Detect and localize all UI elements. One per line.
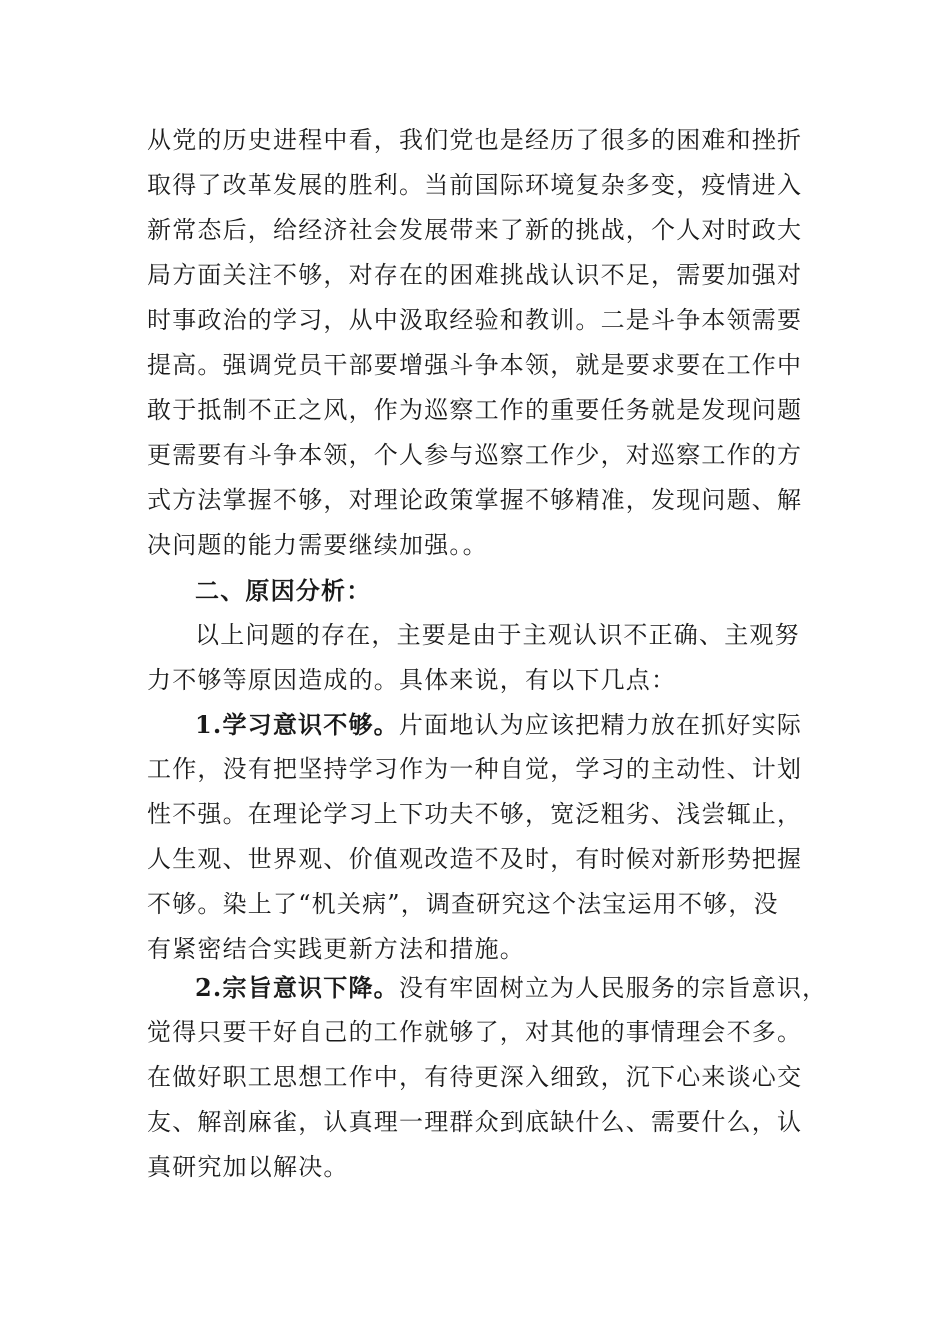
point-first-line (147, 965, 828, 1010)
text-line: 在做好职工思想工作中，有待更深入细致，沉下心来谈心交 (147, 1063, 803, 1091)
section-cause-analysis (147, 568, 807, 703)
text-line: 更需要有斗争本领，个人参与巡察工作少，对巡察工作的方 (147, 441, 803, 469)
point-text: 片面地认为应该把精力放在抓好实际 (398, 711, 803, 739)
point-title: 2.宗旨意识下降。 (195, 973, 399, 1002)
text-line: 不够。染上了“机关病”，调查研究这个法宝运用不够，没 (147, 890, 779, 918)
text-line: 有紧密结合实践更新方法和措施。 (147, 935, 525, 963)
text-line: 敢于抵制不正之风，作为巡察工作的重要任务就是发现问题 (147, 396, 803, 424)
text-line: 真研究加以解决。 (147, 1153, 349, 1181)
point-title: 1.学习意识不够。 (195, 710, 399, 739)
section-heading: 二、原因分析： (195, 576, 372, 605)
text-line: 式方法掌握不够，对理论政策掌握不够精准，发现问题、解 (147, 486, 803, 514)
point-text: 没有牢固树立为人民服务的宗旨意识， (398, 974, 828, 1002)
text-line: 时事政治的学习，从中汲取经验和教训。二是斗争本领需要 (147, 306, 803, 334)
text-line: 从党的历史进程中看，我们党也是经历了很多的困难和挫折 (147, 126, 803, 154)
text-line: 人生观、世界观、价值观改造不及时，有时候对新形势把握 (147, 845, 803, 873)
point-2-purpose-awareness (147, 965, 828, 1190)
text-line: 性不强。在理论学习上下功夫不够，宽泛粗劣、浅尝辄止， (147, 800, 803, 828)
text-line: 取得了改革发展的胜利。当前国际环境复杂多变，疫情进入 (147, 171, 803, 199)
text-line: 工作，没有把坚持学习作为一种自觉，学习的主动性、计划 (147, 755, 803, 783)
point-first-line (147, 702, 807, 747)
text-line: 提高。强调党员干部要增强斗争本领，就是要求要在工作中 (147, 351, 803, 379)
text-line: 力不够等原因造成的。具体来说，有以下几点： (147, 666, 677, 694)
text-line: 新常态后，给经济社会发展带来了新的挑战，个人对时政大 (147, 216, 803, 244)
point-1-learning-awareness (147, 702, 807, 972)
text-line: 局方面关注不够，对存在的困难挑战认识不足，需要加强对 (147, 261, 803, 289)
text-line: 决问题的能力需要继续加强。。 (147, 531, 488, 559)
text-line: 以上问题的存在，主要是由于主观认识不正确、主观努 (195, 621, 800, 649)
paragraph-problems-continued (147, 118, 807, 568)
text-line: 友、解剖麻雀，认真理一理群众到底缺什么、需要什么，认 (147, 1108, 803, 1136)
text-line: 觉得只要干好自己的工作就够了，对其他的事情理会不多。 (147, 1018, 803, 1046)
